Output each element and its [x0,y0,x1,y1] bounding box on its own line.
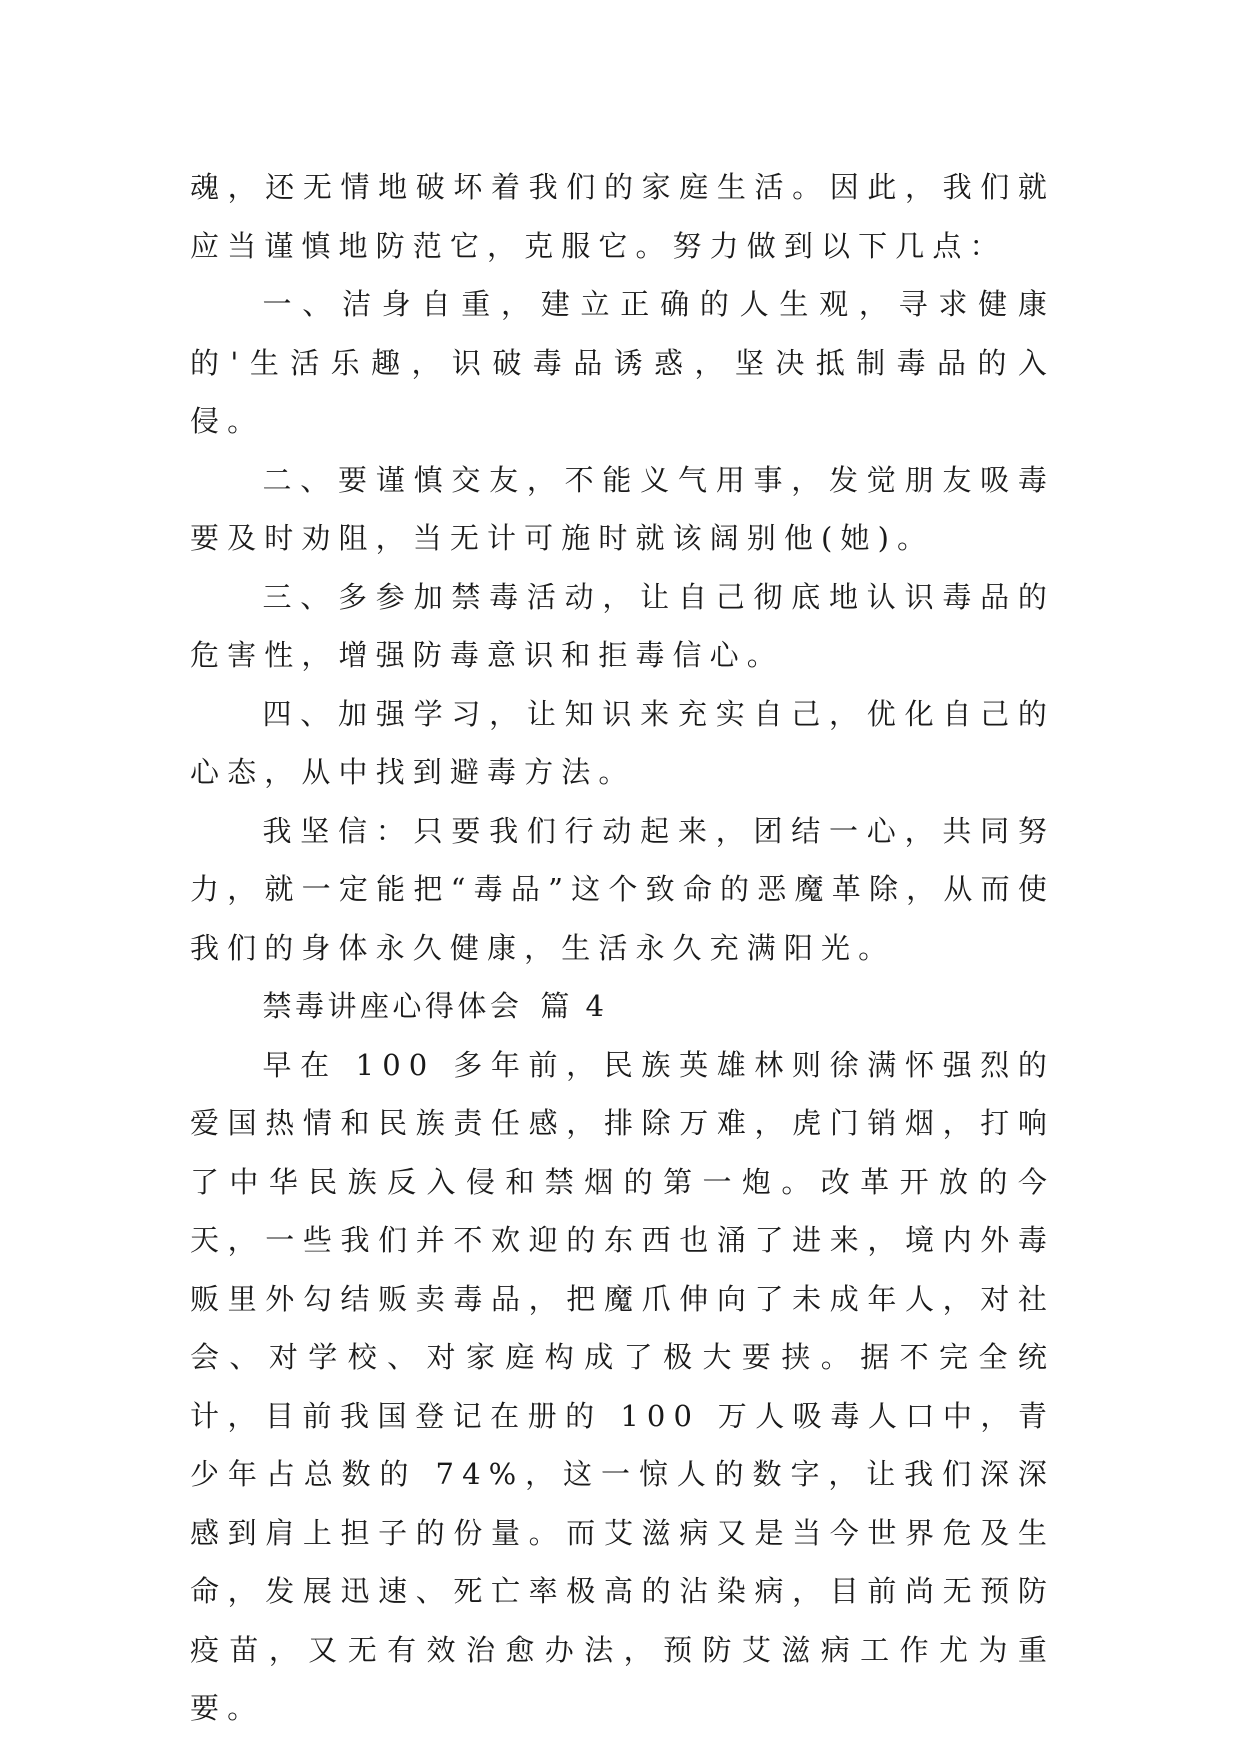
paragraph-intro: 魂，还无情地破坏着我们的家庭生活。因此，我们就应当谨慎地防范它，克服它。努力做到以下几点： [190,170,1055,263]
document-body [190,158,1055,1738]
section-paragraph: 早在 100 多年前，民族英雄林则徐满怀强烈的爱国热情和民族责任感，排除万难，虎门销烟，打响了中华民族反入侵和禁烟的第一炮。改革开放的今天，一些我们并不欢迎的东西也涌了进来，境内外毒贩里外勾结贩卖毒品，把魔爪伸向了未成年人，对社会、对学校、对家庭构成了极大要挟。据不完全统计，目前我国登记在册的 100 万人吸毒人口中，青少年占总数的 74%，这一惊人的数字，让我们深深感到肩上担子的份量。而艾滋病又是当今世界危及生命，发展迅速、死亡率极高的沾染病，目前尚无预防疫苗，又无有效治愈办法，预防艾滋病工作尤为重要。 [190,1047,1055,1725]
paragraph-point-4: 四、加强学习，让知识来充实自己，优化自己的心态，从中找到避毒方法。 [190,696,1055,789]
paragraph-point-3: 三、多参加禁毒活动，让自己彻底地认识毒品的危害性，增强防毒意识和拒毒信心。 [190,579,1055,672]
section-heading-label: 篇 4 [540,989,608,1023]
section-heading [190,977,1055,1036]
paragraph-point-1: 一、洁身自重，建立正确的人生观，寻求健康的'生活乐趣，识破毒品诱惑，坚决抵制毒品的入侵。 [190,287,1055,438]
section-heading-title: 禁毒讲座心得体会 [262,989,523,1023]
paragraph-conclusion: 我坚信：只要我们行动起来，团结一心，共同努力，就一定能把“毒品”这个致命的恶魔革除，从而使我们的身体永久健康，生活永久充满阳光。 [190,813,1055,965]
paragraph-point-2: 二、要谨慎交友，不能义气用事，发觉朋友吸毒要及时劝阻，当无计可施时就该阔别他(她)。 [190,462,1055,555]
